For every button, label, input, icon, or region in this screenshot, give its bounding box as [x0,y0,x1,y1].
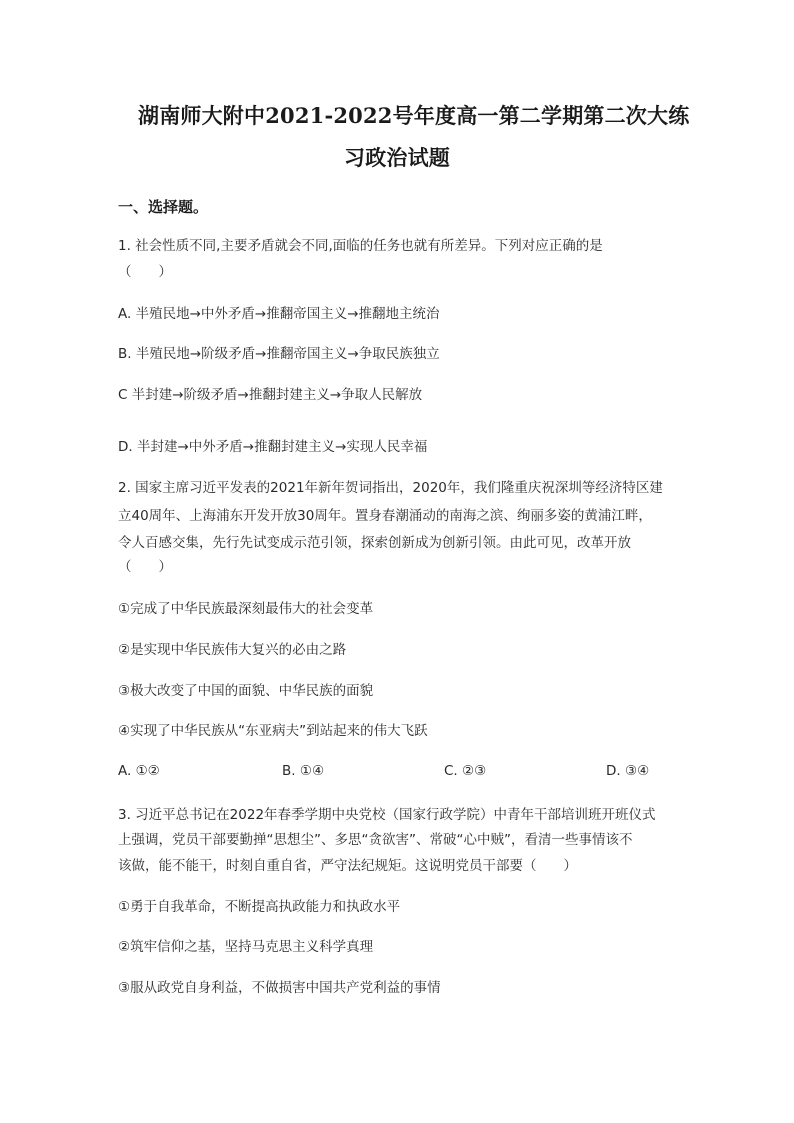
q2-item-2: ②是实现中华民族伟大复兴的必由之路 [118,642,347,658]
q1-answer-paren: （ ） [118,264,172,280]
q2-choice-b: B. ①④ [282,763,325,779]
q1-stem: 1. 社会性质不同,主要矛盾就会不同,面临的任务也就有所差异。下列对应正确的是 [118,238,603,254]
q3-stem-line: 3. 习近平总书记在2022年春季学期中央党校（国家行政学院）中青年干部培训班开班仪式 [118,807,656,823]
q2-stem-line: 2. 国家主席习近平发表的2021年新年贺词指出，2020年，我们隆重庆祝深圳等经济特区建 [118,480,663,496]
q2-choice-a: A. ①② [118,763,160,779]
q3-item-2: ②筑牢信仰之基，坚持马克思主义科学真理 [118,939,374,955]
exam-title-line2: 习政治试题 [344,145,450,170]
q2-stem-line: 立40周年、上海浦东开发开放30周年。置身春潮涌动的南海之滨、绚丽多姿的黄浦江畔， [118,508,652,524]
q2-choices [118,763,678,783]
q2-item-4: ④实现了中华民族从“东亚病夫”到站起来的伟大飞跃 [118,723,428,739]
q1-option-b: B. 半殖民地→阶级矛盾→推翻帝国主义→争取民族独立 [118,346,440,362]
section-heading: 一、选择题。 [118,198,209,216]
q2-stem-line: 令人百感交集，先行先试变成示范引领，探索创新成为创新引领。由此可见，改革开放 [118,535,631,551]
q1-option-d: D. 半封建→中外矛盾→推翻封建主义→实现人民幸福 [118,439,428,455]
q2-item-1: ①完成了中华民族最深刻最伟大的社会变革 [118,601,374,617]
q3-stem-line: 上强调，党员干部要勤掸“思想尘”、多思“贪欲害”、常破“心中贼”，看清一些事情该不 [118,832,633,848]
q3-item-3: ③服从政党自身利益，不做损害中国共产党利益的事情 [118,980,441,996]
q2-item-3: ③极大改变了中国的面貌、中华民族的面貌 [118,683,374,699]
q3-stem-line: 该做，能不能干，时刻自重自省，严守法纪规矩。这说明党员干部要（ ） [118,858,577,874]
q2-choice-c: C. ②③ [444,763,487,779]
q2-answer-paren: （ ） [118,559,172,575]
q2-choice-d: D. ③④ [606,763,650,779]
exam-title-line1: 湖南师大附中2021-2022号年度高一第二学期第二次大练 [138,103,690,128]
q1-option-a: A. 半殖民地→中外矛盾→推翻帝国主义→推翻地主统治 [118,306,440,322]
q1-option-c: C 半封建→阶级矛盾→推翻封建主义→争取人民解放 [118,387,423,403]
q3-item-1: ①勇于自我革命，不断提高执政能力和执政水平 [118,899,401,915]
